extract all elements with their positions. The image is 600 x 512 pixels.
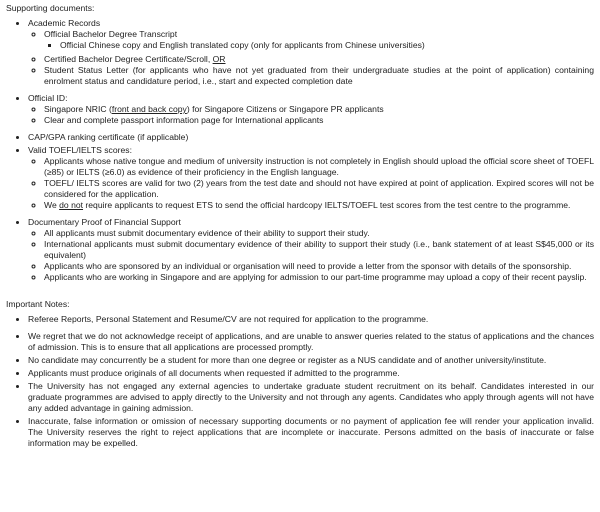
list-item [28, 18, 594, 87]
note-item: • Referee Reports, Personal Statement and Resume/CV are not required for application to the programme. [28, 314, 594, 325]
list-item [28, 93, 594, 126]
or-underlined: OR [212, 54, 226, 64]
important-notes-heading: Important Notes: [6, 299, 70, 309]
supporting-documents-list [6, 18, 594, 283]
certified-degree-item: Certified Bachelor Degree Certificate/Scroll, [44, 54, 213, 64]
toefl-item: ◦ TOEFL/ IELTS scores are valid for two (2) years from the test date and should not have expired at point of application. Expired scores will not be considered for the application. [44, 178, 594, 200]
important-notes-list [6, 314, 594, 449]
transcript-item: Official Bachelor Degree Transcript [44, 29, 178, 39]
financial-title: Documentary Proof of Financial Support [28, 217, 181, 227]
nric-text: Singapore NRIC ( [44, 104, 112, 114]
list-item [44, 54, 594, 65]
academic-records-title: Academic Records [28, 18, 101, 28]
list-item [44, 200, 594, 211]
ets-text: We [44, 200, 60, 210]
financial-item: ◦ Applicants who are sponsored by an individual or organisation will need to provide a letter from the sponsor with details of the sponsorship. [44, 261, 594, 272]
note-item: • We regret that we do not acknowledge receipt of applications, and are unable to answer queries related to the status of applications and the chances of admission. This is to ensure that all applications are processed promptly. [28, 331, 594, 353]
financial-item: ◦ Applicants who are working in Singapore and are applying for admission to our part-time programme may upload a copy of their recent payslip. [44, 272, 594, 283]
financial-item: ◦ International applicants must submit documentary evidence of their ability to support their study (i.e., bank statement of at least S$45,000 or its equivalent) [44, 239, 594, 261]
note-item: • No candidate may concurrently be a student for more than one degree or register as a NUS candidate and of another university/institute. [28, 355, 594, 366]
list-item [28, 217, 594, 283]
passport-item: ◦ Clear and complete passport information page for International applicants [44, 115, 594, 126]
front-back-copy-link[interactable]: front and back copy [111, 104, 187, 114]
list-item [44, 104, 594, 115]
ets-text-end: require applicants to request ETS to send the official hardcopy IELTS/TOEFL test scores from the test centre to the programme. [83, 200, 571, 210]
financial-item: ◦ All applicants must submit documentary evidence of their ability to support their study. [44, 228, 594, 239]
status-letter-item: ◦ Student Status Letter (for applicants who have not yet graduated from their undergraduate studies at the point of application) containing enrolment status and candidature period, i.e., start and expected completion date [44, 65, 594, 87]
cap-gpa-item: • CAP/GPA ranking certificate (if applicable) [28, 132, 594, 143]
list-item [44, 29, 594, 51]
official-id-title: Official ID: [28, 93, 68, 103]
list-item [28, 145, 594, 211]
transcript-sub-item: ▪ Official Chinese copy and English translated copy (only for applicants from Chinese universities) [60, 40, 594, 51]
note-item: • Inaccurate, false information or omission of necessary supporting documents or no payment of application fee will render your application invalid. The University reserves the right to reject applications that are incomplete or inaccurate. Persons admitted on the basis of inaccurate or false information may be expelled. [28, 416, 594, 449]
do-not-underlined: do not [59, 200, 84, 210]
nric-text-end: ) for Singapore Citizens or Singapore PR applicants [186, 104, 384, 114]
supporting-documents-heading: Supporting documents: [6, 3, 95, 13]
note-item: • Applicants must produce originals of all documents when requested if admitted to the programme. [28, 368, 594, 379]
toefl-item: ◦ Applicants whose native tongue and medium of university instruction is not completely in English should upload the official score sheet of TOEFL (≥85) or IELTS (≥6.0) as evidence of their proficiency in the English language. [44, 156, 594, 178]
note-item: • The University has not engaged any external agencies to undertake graduate student recruitment on its behalf. Candidates interested in our graduate programmes are advised to apply directly to the University and not through any agents. Candidates who apply through agents will not have any added advantage in gaining admission. [28, 381, 594, 414]
toefl-title: Valid TOEFL/IELTS scores: [28, 145, 132, 155]
